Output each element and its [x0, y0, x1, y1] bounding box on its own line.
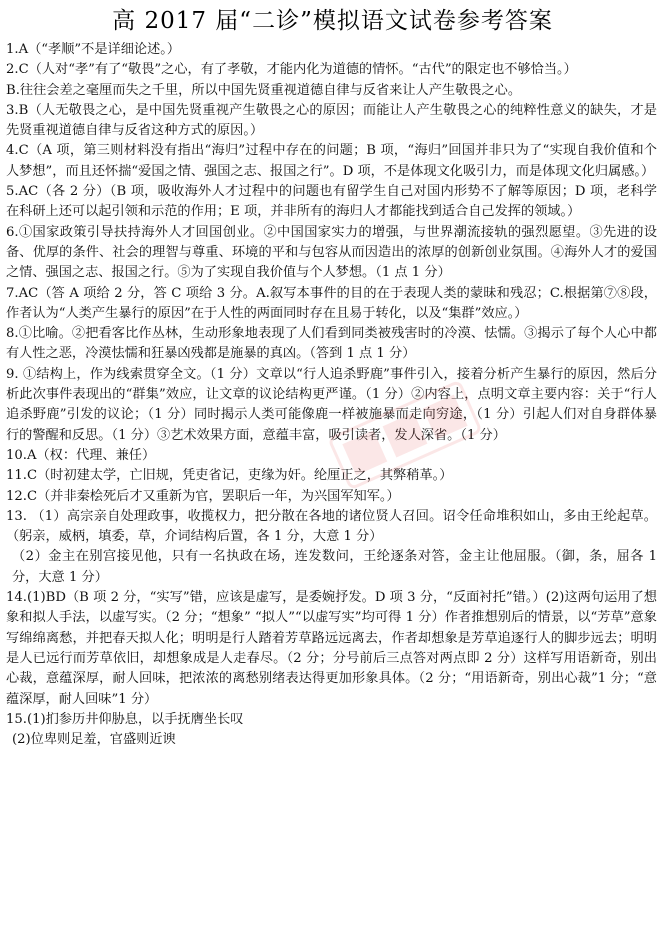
page-title: 高 2017 届“二诊”模拟语文试卷参考答案 — [112, 8, 553, 34]
answer-5: 5.AC（各 2 分）（B 项，吸收海外人才过程中的问题也有留学生自己对国内形势不了解等原因；D 项，老科学在科研上还可以起引领和示范的作用；E 项，并非所有的海归人才都能找到适合自己发挥的领域。） — [6, 184, 657, 220]
answer-2-note: B.往往会差之毫厘而失之千里，所以中国先贤重视道德自律与反省来让人产生敬畏之心。 — [6, 82, 522, 98]
answer-9: 9. ①结构上，作为线索贯穿全文。（1 分）文章以“行人追杀野鹿”事件引入，接着分析产生暴行的原因，然后分析此次事件表现出的“群集”效应，让文章的议论结构更严谨。（1 分）②内容上，点明文章主要内容：关于“行人追杀野鹿”引发的议论；（1 分）同时揭示人类可能像鹿一样被施暴而走向穷途，（1 分）引起人们对自身群体暴行的警醒和反思。（1 分）③艺术效果方面，意蕴丰富，吸引读者，发人深省。（1 分） — [6, 366, 657, 443]
answer-14: 14.(1)BD（B 项 2 分，“实写”错，应该是虚写，是委婉抒发。D 项 3 分，“反面衬托”错。）(2)这两句运用了想象和拟人手法，以虚写实。（2 分；“想象” “拟人”“以虚写实”均可得 1 分）作者推想别后的情景，以“芳草”意象写绵绵离愁，并把春天拟人化；明明是行人踏着芳草路远远离去，作者却想象是芳草追逐行人的脚步远去；明明是人已远行而芳草依旧，却想象成是人走春尽。（2 分；分号前后三点答对两点即 2 分）这样写用语新奇，别出心裁，意蕴深厚，耐人回味，把浓浓的离愁别绪表达得更加形象具体。（2 分；“用语新奇，别出心裁”1 分；“意蕴深厚，耐人回味”1 分） — [6, 590, 657, 707]
answer-10: 10.A（权：代理、兼任） — [6, 447, 156, 463]
answer-8: 8.①比喻。②把看客比作丛林，生动形象地表现了人们看到同类被残害时的冷漠、怯懦。③揭示了每个人心中都有人性之恶，冷漠怯懦和狂暴凶残都是施暴的真凶。（答到 1 点 1 分） — [6, 326, 657, 362]
answer-7: 7.AC（答 A 项给 2 分，答 C 项给 3 分。A.叙写本事件的目的在于表现人类的蒙昧和残忍；C.根据第⑦⑧段，作者认为“人类产生暴行的原因”在于人性的两面同时存在且易于转化，以及“集群”效应。） — [6, 285, 657, 321]
answer-13-2: （2）金主在别宫接见他，只有一名执政在场，连发数问，王纶逐条对答，金主让他屈服。（御，条，屈各 1 分，大意 1 分） — [12, 549, 657, 585]
answer-list — [0, 40, 665, 750]
answer-15-2: (2)位卑则足羞，官盛则近谀 — [12, 732, 176, 748]
answer-4: 4.C（A 项，第三则材料没有指出“海归”过程中存在的问题；B 项，“海归”回国并非只为了“实现自我价值和个人梦想”，而且还怀揣“爱国之情、强国之志、报国之行”。D 项，不是体现文化吸引力，而是体现文化归属感。） — [6, 143, 657, 179]
answer-3: 3.B（人无敬畏之心，是中国先贤重视产生敬畏之心的原因；而能让人产生敬畏之心的纯粹性意义的缺失，才是先贤重视道德自律与反省这种方式的原因。） — [6, 102, 657, 139]
answer-6: 6.①国家政策引导扶持海外人才回国创业。②中国国家实力的增强，与世界潮流接轨的强烈愿望。③先进的设备、优厚的条件、社会的理智与尊重、环境的平和与包容从而因造出的浓厚的创新创业氛围。④海外人才的爱国之情、强国之志、报国之行。⑤为了实现自我价值与个人梦想。（1 点 1 分） — [6, 224, 657, 281]
answer-13-1: 13. （1）高宗亲自处理政事，收揽权力，把分散在各地的诸位贤人召回。诏令任命堆积如山，多由王纶起草。（躬亲，威柄，填委，草，介词结构后置，各 1 分，大意 1 分） — [6, 508, 657, 545]
answer-11: 11.C（时初建太学，亡旧规，凭吏省记，吏缘为奸。纶厘正之，其弊稍革。） — [6, 468, 453, 484]
answer-12: 12.C（并非秦桧死后才又重新为官，罢职后一年，为兴国军知军。） — [6, 488, 400, 504]
answer-15-1: 15.(1)扪参历井仰胁息，以手抚膺坐长叹 — [6, 711, 244, 727]
answer-2: 2.C（人对“孝”有了“敬畏”之心，有了孝敬，才能内化为道德的情怀。“古代”的限定也不够恰当。） — [6, 62, 577, 78]
answer-1: 1.A（“孝顺”不是详细论述。） — [6, 42, 181, 57]
